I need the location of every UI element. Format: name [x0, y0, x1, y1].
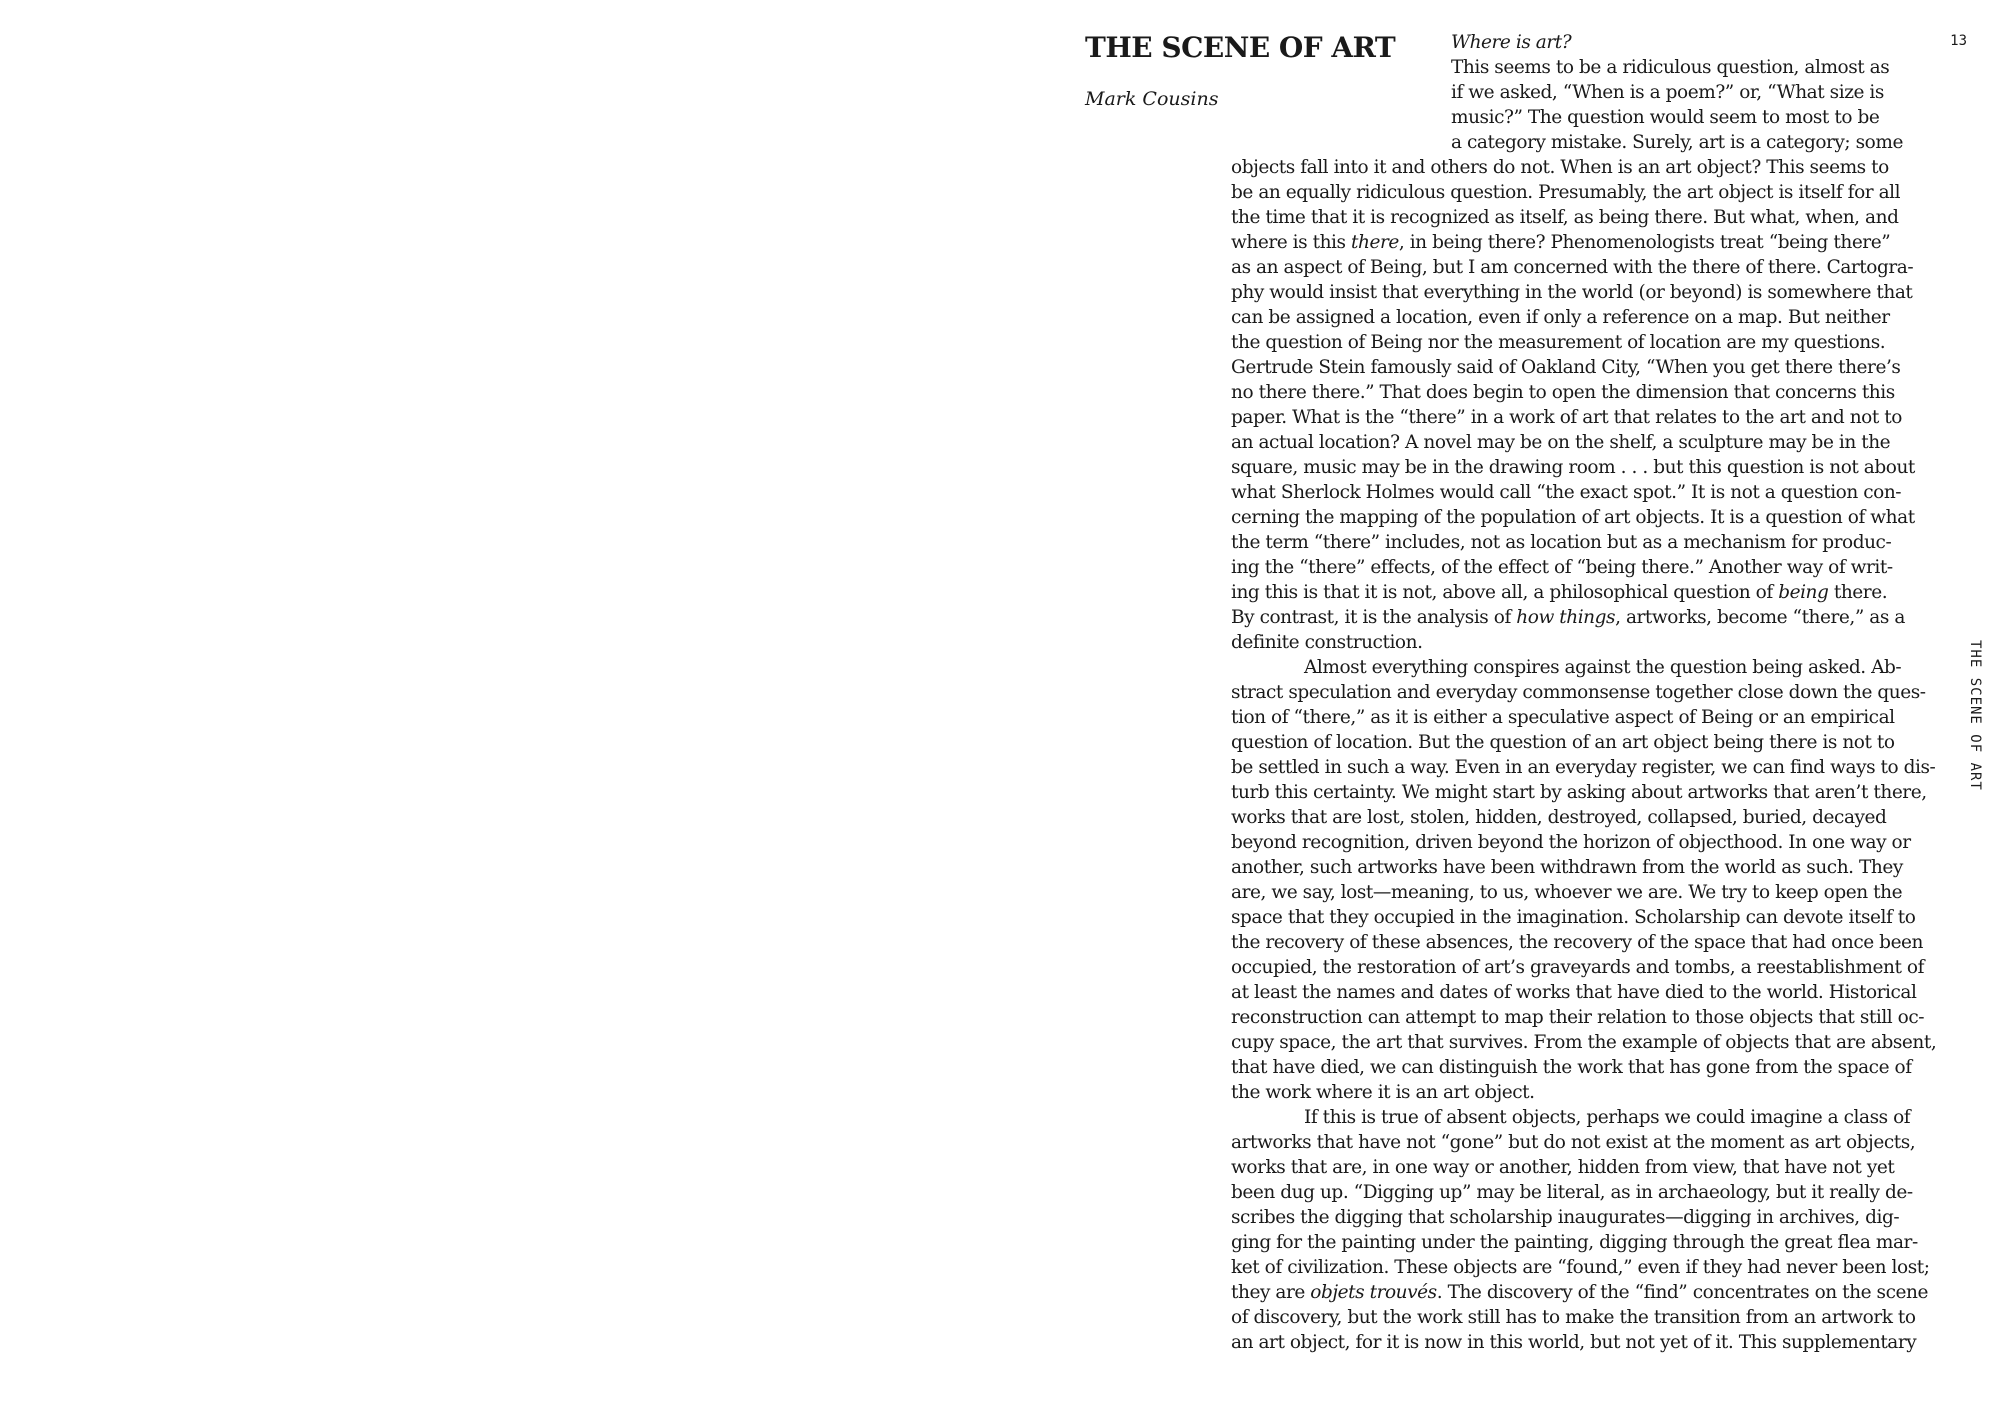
- text-line: can be assigned a location, even if only a reference on a map. But neither: [1231, 307, 1890, 328]
- text-line: as an aspect of Being, but I am concerned with the there of there. Cartogra-: [1231, 257, 1914, 278]
- italic-text: there: [1351, 232, 1399, 253]
- text-line: ket of civilization. These objects are “found,” even if they had never been lost;: [1231, 1257, 1930, 1278]
- text-line: be settled in such a way. Even in an everyday register, we can find ways to dis-: [1231, 757, 1936, 778]
- text-line: reconstruction can attempt to map their relation to those objects that still oc-: [1231, 1007, 1925, 1028]
- text-run: . The discovery of the “find” concentrates on the scene: [1436, 1282, 1928, 1303]
- text-line: Gertrude Stein famously said of Oakland City, “When you get there there’s: [1231, 357, 1901, 378]
- text-line: stract speculation and everyday commonsense together close down the ques-: [1231, 682, 1926, 703]
- text-line: turb this certainty. We might start by asking about artworks that aren’t there,: [1231, 782, 1927, 803]
- text-line: what Sherlock Holmes would call “the exact spot.” It is not a question con-: [1231, 482, 1902, 503]
- text-run: , artworks, become “there,” as a: [1615, 607, 1905, 628]
- text-line: cerning the mapping of the population of art objects. It is a question of what: [1231, 507, 1915, 528]
- text-line: occupied, the restoration of art’s graveyards and tombs, a reestablishment of: [1231, 957, 1924, 978]
- text-run: there.: [1828, 582, 1888, 603]
- text-run: By contrast, it is the analysis of: [1231, 607, 1517, 628]
- text-line: phy would insist that everything in the world (or beyond) is somewhere that: [1231, 282, 1913, 303]
- text-line: the time that it is recognized as itself, as being there. But what, when, and: [1231, 207, 1899, 228]
- text-line: no there there.” That does begin to open the dimension that concerns this: [1231, 382, 1895, 403]
- italic-text: being: [1778, 582, 1829, 603]
- italic-text: objets trouvés: [1310, 1282, 1437, 1303]
- text-line: space that they occupied in the imagination. Scholarship can devote itself to: [1231, 907, 1916, 928]
- text-line: the question of Being nor the measurement of location are my questions.: [1231, 332, 1886, 353]
- text-line: been dug up. “Digging up” may be literal, as in archaeology, but it really de-: [1231, 1182, 1913, 1203]
- author-name: Mark Cousins: [1085, 88, 1219, 110]
- text-line: works that are lost, stolen, hidden, destroyed, collapsed, buried, decayed: [1231, 807, 1887, 828]
- text-line: cupy space, the art that survives. From the example of objects that are absent,: [1231, 1032, 1937, 1053]
- text-line: ing the “there” effects, of the effect of “being there.” Another way of writ-: [1231, 557, 1893, 578]
- text-line: an art object, for it is now in this world, but not yet of it. This supplementary: [1231, 1332, 1917, 1353]
- text-line: if we asked, “When is a poem?” or, “What size is: [1451, 82, 1884, 103]
- text-line: be an equally ridiculous question. Presumably, the art object is itself for all: [1231, 182, 1901, 203]
- text-run: they are: [1231, 1282, 1311, 1303]
- text-line: of discovery, but the work still has to make the transition from an artwork to: [1231, 1307, 1916, 1328]
- text-line: tion of “there,” as it is either a speculative aspect of Being or an empirical: [1231, 707, 1895, 728]
- text-run: where is this: [1231, 232, 1352, 253]
- text-line: that have died, we can distinguish the work that has gone from the space of: [1231, 1057, 1912, 1078]
- text-line: are, we say, lost—meaning, to us, whoever we are. We try to keep open the: [1231, 882, 1903, 903]
- italic-text: how things: [1516, 607, 1616, 628]
- running-head: THE SCENE OF ART: [1967, 640, 1983, 791]
- text-line: artworks that have not “gone” but do not exist at the moment as art objects,: [1231, 1132, 1916, 1153]
- text-line: an actual location? A novel may be on the shelf, a sculpture may be in the: [1231, 432, 1891, 453]
- text-line: scribes the digging that scholarship inaugurates—digging in archives, dig-: [1231, 1207, 1900, 1228]
- body-text: [1231, 30, 1937, 1355]
- text-run: , in being there? Phenomenologists treat “being there”: [1398, 232, 1891, 253]
- page-title: THE SCENE OF ART: [1085, 31, 1396, 64]
- text-line: definite construction.: [1231, 632, 1423, 653]
- text-line: square, music may be in the drawing room . . . but this question is not about: [1231, 457, 1915, 478]
- text-line: If this is true of absent objects, perhaps we could imagine a class of: [1304, 1107, 1911, 1128]
- text-line: a category mistake. Surely, art is a category; some: [1451, 132, 1903, 153]
- text-line: [1231, 1280, 1931, 1305]
- text-line: ging for the painting under the painting, digging through the great flea mar-: [1231, 1232, 1918, 1253]
- text-line: the term “there” includes, not as location but as a mechanism for produc-: [1231, 532, 1892, 553]
- page-number: 13: [1950, 33, 1967, 49]
- text-line: music?” The question would seem to most to be: [1451, 107, 1880, 128]
- text-line: the recovery of these absences, the recovery of the space that had once been: [1231, 932, 1924, 953]
- text-line: question of location. But the question of an art object being there is not to: [1231, 732, 1895, 753]
- text-line: This seems to be a ridiculous question, almost as: [1451, 57, 1890, 78]
- text-run: ing this is that it is not, above all, a philosophical question of: [1231, 582, 1779, 603]
- text-line: Almost everything conspires against the question being asked. Ab-: [1304, 657, 1902, 678]
- text-line: [1231, 605, 1931, 630]
- text-line: [1231, 230, 1931, 255]
- text-line: at least the names and dates of works that have died to the world. Historical: [1231, 982, 1917, 1003]
- text-line: Where is art?: [1451, 32, 1572, 53]
- text-line: another, such artworks have been withdrawn from the world as such. They: [1231, 857, 1903, 878]
- text-line: works that are, in one way or another, hidden from view, that have not yet: [1231, 1157, 1895, 1178]
- text-line: beyond recognition, driven beyond the horizon of objecthood. In one way or: [1231, 832, 1911, 853]
- text-line: [1231, 580, 1931, 605]
- text-line: paper. What is the “there” in a work of art that relates to the art and not to: [1231, 407, 1902, 428]
- text-line: the work where it is an art object.: [1231, 1082, 1535, 1103]
- text-line: objects fall into it and others do not. When is an art object? This seems to: [1231, 157, 1889, 178]
